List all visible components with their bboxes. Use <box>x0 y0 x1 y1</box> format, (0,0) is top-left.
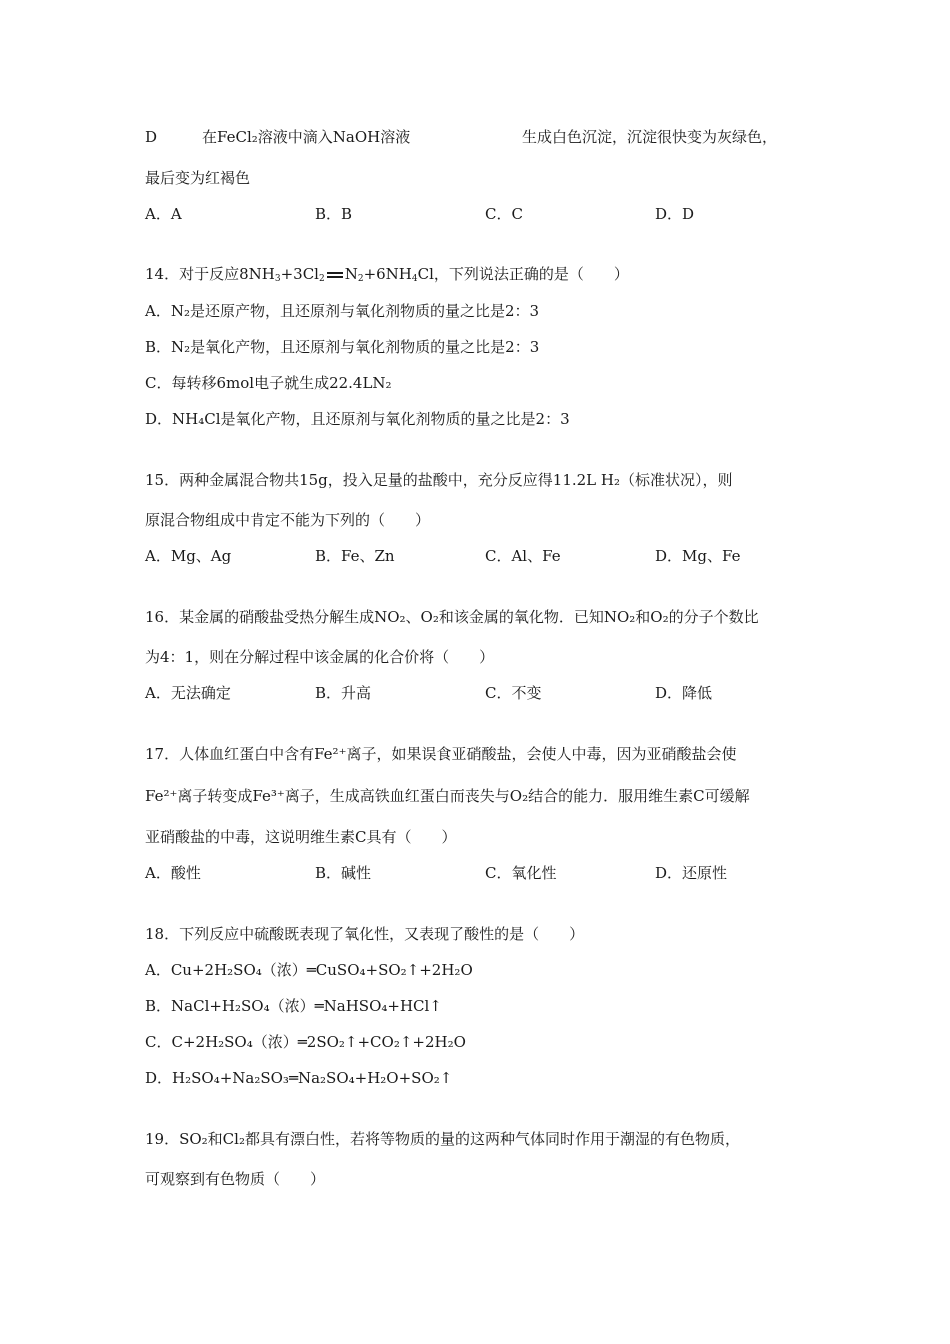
q19-stem-line1: 19．SO₂和Cl₂都具有漂白性，若将等物质的量的这两种气体同时作用于潮湿的有色物质， <box>145 1130 740 1148</box>
q13-row-d-operation: 在FeCl₂溶液中滴入NaOH溶液 <box>202 128 411 146</box>
q17-stem-line3: 亚硝酸盐的中毒，这说明维生素C具有（ ） <box>145 828 457 846</box>
q19-stem-line2: 可观察到有色物质（ ） <box>145 1170 326 1188</box>
q15-stem-line1: 15．两种金属混合物共15g，投入足量的盐酸中，充分反应得11.2L H₂（标准状况），则 <box>145 471 733 489</box>
q14-option-b: B．N₂是氧化产物，且还原剂与氧化剂物质的量之比是2：3 <box>145 338 540 356</box>
q15-option-a: A．Mg、Ag <box>145 547 232 565</box>
q15-option-d: D．Mg、Fe <box>655 547 741 565</box>
q13-option-c: C．C <box>485 205 523 223</box>
q15-options <box>145 546 845 566</box>
q14-option-d: D．NH₄Cl是氧化产物，且还原剂与氧化剂物质的量之比是2：3 <box>145 410 570 428</box>
q16-stem-line1: 16．某金属的硝酸盐受热分解生成NO₂、O₂和该金属的氧化物．已知NO₂和O₂的分子个数比 <box>145 608 759 626</box>
q17-stem-line2: Fe²⁺离子转变成Fe³⁺离子，生成高铁血红蛋白而丧失与O₂结合的能力．服用维生素C可缓解 <box>145 787 750 805</box>
q13-option-d: D．D <box>655 205 695 223</box>
q18-option-a: A．Cu+2H₂SO₄（浓）═CuSO₄+SO₂↑+2H₂O <box>145 961 473 979</box>
q18-option-c: C．C+2H₂SO₄（浓）═2SO₂↑+CO₂↑+2H₂O <box>145 1033 466 1051</box>
q15-option-b: B．Fe、Zn <box>315 547 395 565</box>
q14-option-c: C．每转移6mol电子就生成22.4LN₂ <box>145 374 392 392</box>
q16-options <box>145 683 845 703</box>
q17-stem-line1: 17．人体血红蛋白中含有Fe²⁺离子，如果误食亚硝酸盐，会使人中毒，因为亚硝酸盐会使 <box>145 745 737 763</box>
q17-option-b: B．碱性 <box>315 864 372 882</box>
q13-row-d-letter: D <box>145 128 158 146</box>
q17-option-d: D．还原性 <box>655 864 728 882</box>
q18-option-d: D．H₂SO₄+Na₂SO₃═Na₂SO₄+H₂O+SO₂↑ <box>145 1069 453 1087</box>
q16-stem-line2: 为4：1，则在分解过程中该金属的化合价将（ ） <box>145 648 495 666</box>
q17-options <box>145 863 845 883</box>
q16-option-a: A．无法确定 <box>145 684 231 702</box>
q16-option-c: C．不变 <box>485 684 542 702</box>
q13-option-a: A．A <box>145 205 182 223</box>
q14-stem: 14．对于反应$8NH_3+3Cl_2$ $N_2+6NH_4Cl$，下列说法正确的是（ ） <box>145 265 629 284</box>
q13-options <box>145 204 845 224</box>
q14-option-a: A．N₂是还原产物，且还原剂与氧化剂物质的量之比是2：3 <box>145 302 540 320</box>
q16-option-b: B．升高 <box>315 684 372 702</box>
q13-option-b: B．B <box>315 205 353 223</box>
equals-sign-icon <box>325 270 345 280</box>
q18-stem: 18．下列反应中硫酸既表现了氧化性，又表现了酸性的是（ ） <box>145 925 585 943</box>
q17-option-c: C．氧化性 <box>485 864 557 882</box>
q15-stem-line2: 原混合物组成中肯定不能为下列的（ ） <box>145 511 431 529</box>
q17-option-a: A．酸性 <box>145 864 201 882</box>
q13-row-d-phenomenon: 生成白色沉淀，沉淀很快变为灰绿色， <box>522 128 778 146</box>
q16-option-d: D．降低 <box>655 684 713 702</box>
q18-option-b: B．NaCl+H₂SO₄（浓）═NaHSO₄+HCl↑ <box>145 997 442 1015</box>
q15-option-c: C．Al、Fe <box>485 547 561 565</box>
q13-row-d-phenomenon-cont: 最后变为红褐色 <box>145 169 251 187</box>
